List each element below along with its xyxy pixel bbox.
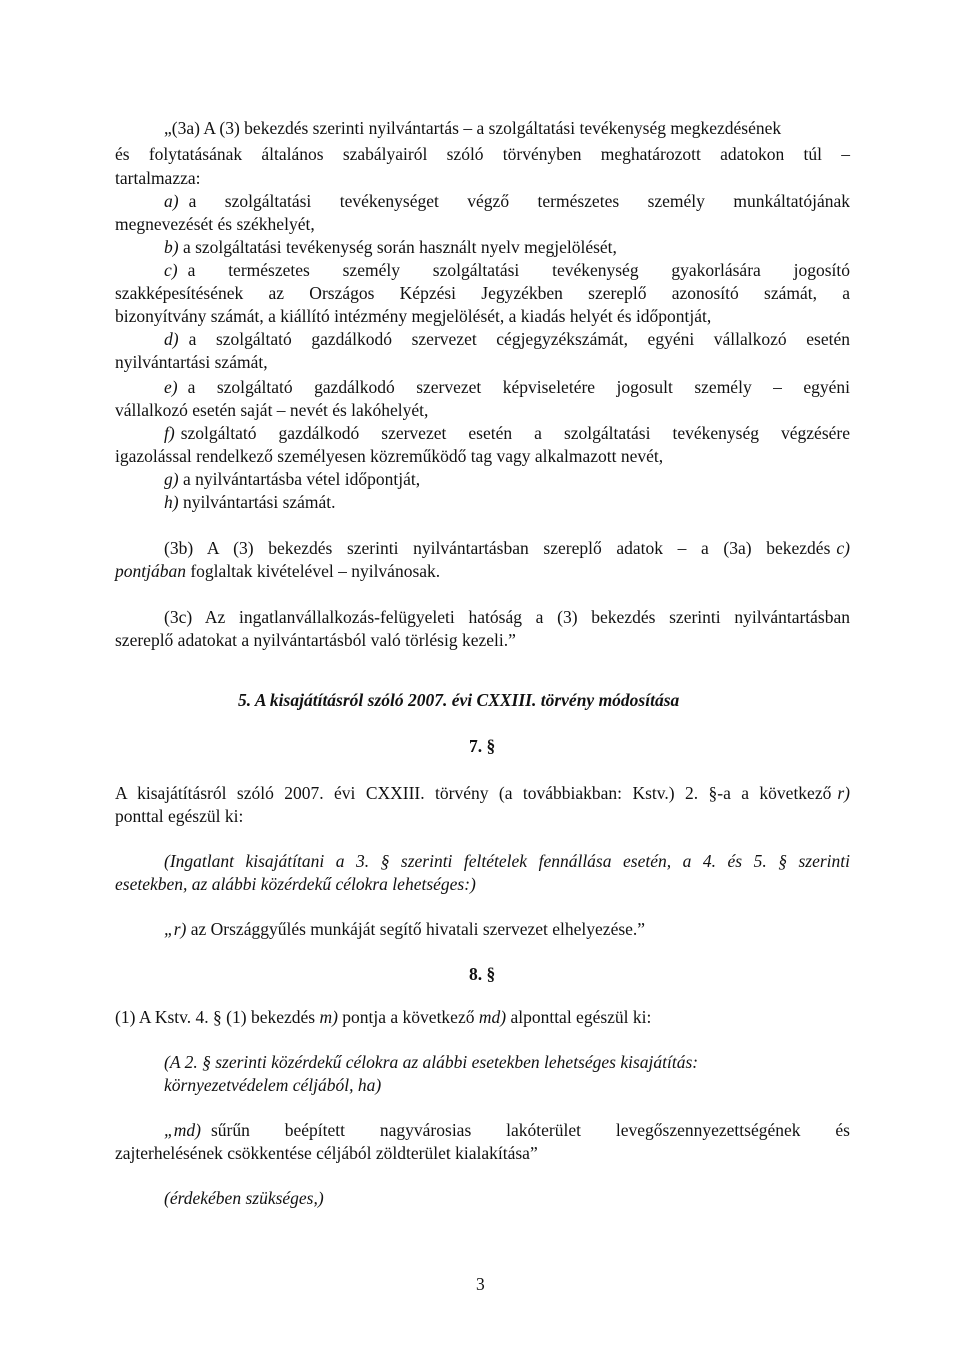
para-3a-line-3: tartalmazza:	[115, 168, 201, 188]
item-a-line-2: megnevezését és székhelyét,	[115, 214, 315, 234]
item-e-line-2: vállalkozó esetén saját – nevét és lakóhelyét,	[115, 400, 429, 420]
sec7-text-1: A kisajátításról szóló 2007. évi CXXIII. törvény (a továbbiakban: Kstv.) 2. §-a a következő	[115, 783, 832, 803]
item-c-line-3: bizonyítvány számát, a kiállító intézmény megjelölését, a kiadás helyét és időpontját,	[115, 306, 712, 326]
sec7-ref: r)	[837, 783, 850, 803]
para-3c-line-2: szereplő adatokat a nyilvántartásból való törlésig kezeli.”	[115, 630, 516, 650]
item-e-marker: e)	[164, 377, 178, 397]
para-3b-text-1: (3b) A (3) bekezdés szerinti nyilvántartásban szereplő adatok – a (3a) bekezdés	[164, 538, 831, 558]
sec7-context-line-2: esetekben, az alábbi közérdekű célokra lehetséges:)	[115, 874, 476, 894]
sec8-insert-marker: „md)	[164, 1120, 201, 1140]
sec8-insert-line-1	[164, 1119, 850, 1141]
page-number: 3	[476, 1274, 485, 1294]
section-5-heading: 5. A kisajátításról szóló 2007. évi CXXIII. törvény módosítása	[238, 690, 680, 710]
item-a-text-1: a szolgáltatási tevékenységet végző természetes személy munkáltatójának	[188, 191, 850, 211]
sec8-line-1	[115, 1006, 651, 1028]
sec8-ref-md: md)	[478, 1007, 507, 1027]
sec7-context-line-1: (Ingatlant kisajátítani a 3. § szerinti feltételek fennállása esetén, a 4. és 5. § szerinti	[164, 851, 850, 871]
section-8-number: 8. §	[469, 964, 496, 984]
item-c-text-1: a természetes személy szolgáltatási tevékenység gyakorlására jogosító	[187, 260, 850, 280]
sec7-insert-marker: „r)	[164, 919, 187, 939]
item-g-marker: g)	[164, 469, 179, 489]
item-b-marker: b)	[164, 237, 179, 257]
sec8-insert-line-2: zajterhelésének csökkentése céljából zöldterület kialakítása”	[115, 1143, 538, 1163]
item-a-line-1	[164, 190, 850, 212]
item-d-line-1	[164, 328, 850, 350]
section-7-number: 7. §	[469, 736, 496, 756]
para-3b-line-2	[115, 560, 440, 582]
item-h-marker: h)	[164, 492, 179, 512]
sec8-text-1e: alponttal egészül ki:	[510, 1007, 652, 1027]
para-3b-ref: c)	[836, 538, 850, 558]
para-3b-line-1	[164, 537, 850, 559]
item-f-line-2: igazolással rendelkező személyesen közreműködő tag vagy alkalmazott nevét,	[115, 446, 664, 466]
sec8-text-1a: (1) A Kstv. 4. § (1) bekezdés	[115, 1007, 316, 1027]
item-c-line-2: szakképesítésének az Országos Képzési Jegyzékben szereplő azonosító számát, a	[115, 283, 850, 303]
sec7-line-1	[115, 782, 850, 804]
item-b	[164, 236, 617, 258]
item-e-line-1	[164, 376, 850, 398]
item-c-line-1	[164, 259, 850, 281]
sec8-closing: (érdekében szükséges,)	[164, 1188, 324, 1208]
sec7-insert	[164, 918, 645, 940]
item-g	[164, 468, 420, 490]
item-f-text-1: szolgáltató gazdálkodó szervezet esetén a szolgáltatási tevékenység végzésére	[180, 423, 850, 443]
item-f-line-1	[164, 422, 850, 444]
item-d-line-2: nyilvántartási számát,	[115, 352, 268, 372]
sec7-insert-text: az Országgyűlés munkáját segítő hivatali szervezet elhelyezése.”	[190, 919, 646, 939]
para-3a-line-1: „(3a) A (3) bekezdés szerinti nyilvántartás – a szolgáltatási tevékenység megkezdésének	[164, 118, 782, 138]
item-a-marker: a)	[164, 191, 179, 211]
item-h-text: nyilvántartási számát.	[182, 492, 336, 512]
item-d-text-1: a szolgáltató gazdálkodó szervezet cégjegyzékszámát, egyéni vállalkozó esetén	[188, 329, 850, 349]
item-d-marker: d)	[164, 329, 179, 349]
item-b-text: a szolgáltatási tevékenység során használt nyelv megjelölését,	[182, 237, 617, 257]
sec8-text-1c: pontja a következő	[342, 1007, 475, 1027]
sec7-line-2: ponttal egészül ki:	[115, 806, 244, 826]
sec8-context-line-2: környezetvédelem céljából, ha)	[164, 1075, 382, 1095]
para-3a-line-2: és folytatásának általános szabályairól szóló törvényben meghatározott adatokon túl –	[115, 144, 850, 164]
sec8-insert-text-1: sűrűn beépített nagyvárosias lakóterület levegőszennyezettségének és	[210, 1120, 850, 1140]
item-f-marker: f)	[164, 423, 175, 443]
item-g-text: a nyilvántartásba vétel időpontját,	[182, 469, 421, 489]
sec8-context-line-1: (A 2. § szerinti közérdekű célokra az alábbi esetekben lehetséges kisajátítás:	[164, 1052, 699, 1072]
sec8-ref-m: m)	[319, 1007, 338, 1027]
item-h	[164, 491, 336, 513]
para-3b-ref-2: pontjában	[115, 561, 186, 581]
para-3b-text-2: foglaltak kivételével – nyilvánosak.	[190, 561, 441, 581]
item-c-marker: c)	[164, 260, 178, 280]
item-e-text-1: a szolgáltató gazdálkodó szervezet képviseletére jogosult személy – egyéni	[187, 377, 850, 397]
para-3c-line-1: (3c) Az ingatlanvállalkozás-felügyeleti hatóság a (3) bekezdés szerinti nyilvántartásban	[164, 607, 850, 627]
